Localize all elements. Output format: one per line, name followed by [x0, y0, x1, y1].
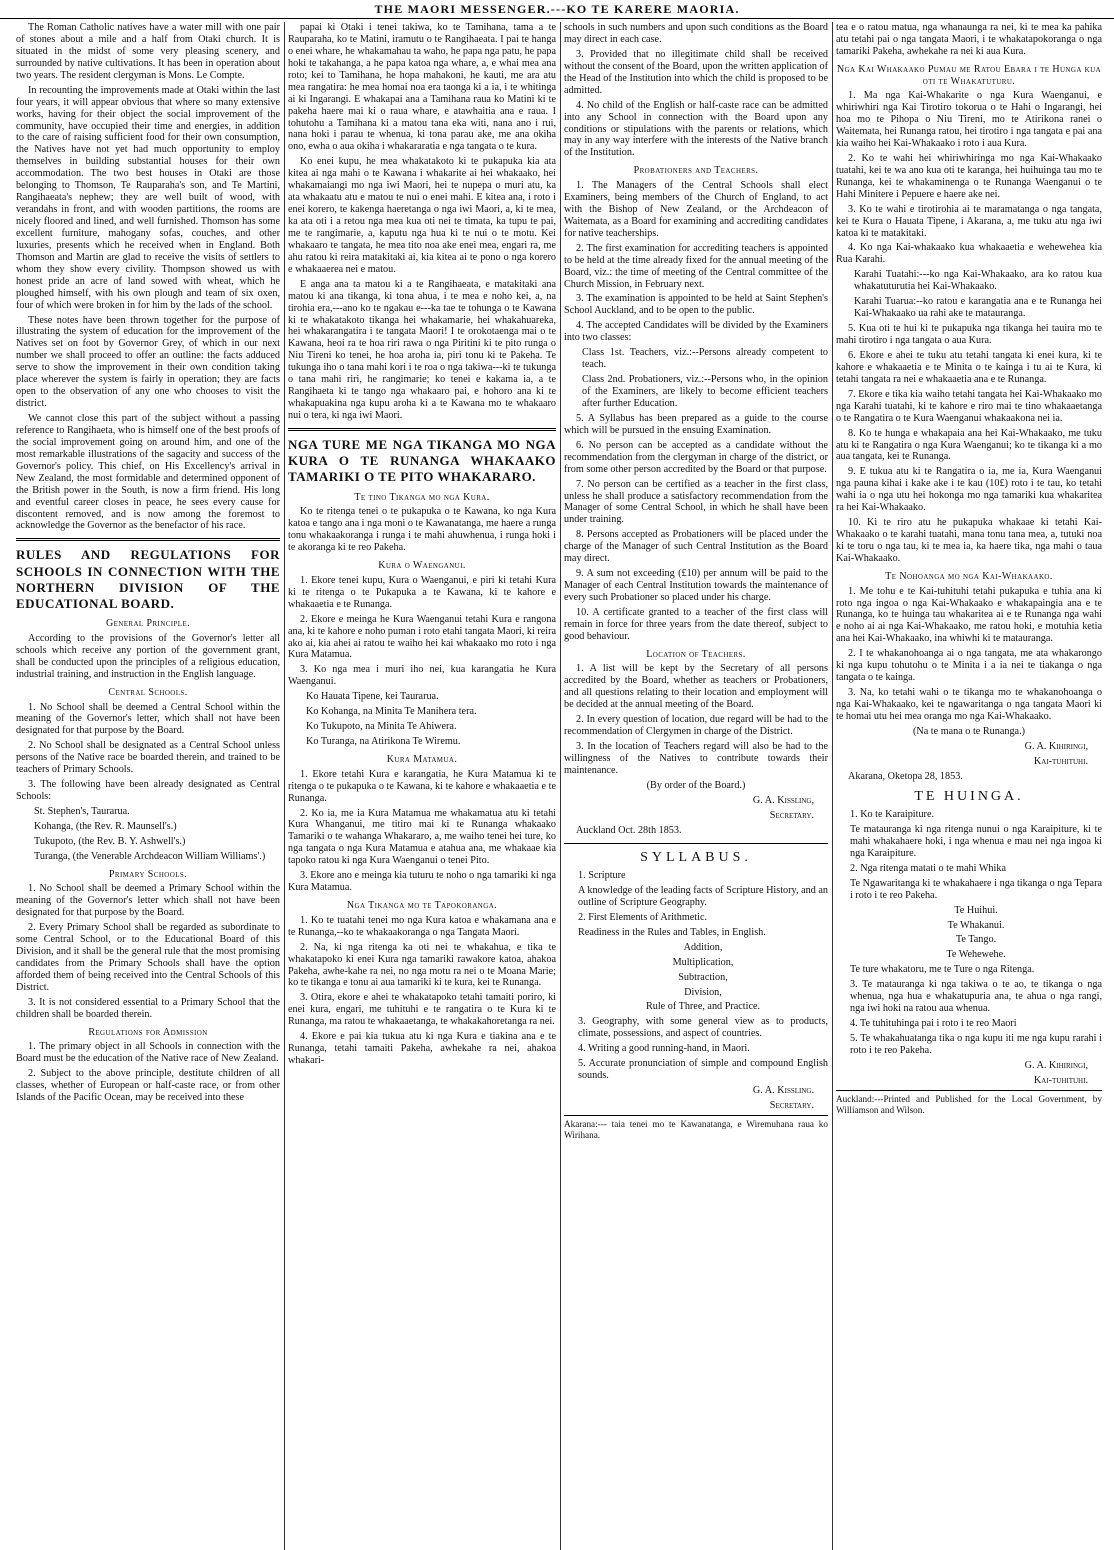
- subheading: Nga Kai Whakaako Pumau me Ratou Ebara i te Hunga kua oti te Whakatuturu.: [836, 63, 1102, 87]
- list-item: Turanga, (the Venerable Archdeacon William Williams'.): [34, 850, 266, 862]
- signature-title: Secretary.: [769, 809, 814, 821]
- paragraph: 5. A Syllabus has been prepared as a guide to the course which will be pursued in the ensuing Examination.: [564, 412, 828, 436]
- list-item: Class 2nd. Probationers, viz.:--Persons who, in the opinion of the Examiners, are likely to become efficient teachers after further Education.: [582, 374, 828, 409]
- list-item: 4. Writing a good running-hand, in Maori.: [578, 1043, 750, 1055]
- paragraph: 3. Otira, ekore e ahei te whakatapoko tetahi tamaiti poriro, ki enei kura, engari, me tuhituhi e te rangatira o te Kura ki te Runanga, ma ratou te whakaaetanga, te whakakahoretanga ra nei.: [288, 992, 556, 1028]
- list-item: Te ture whakatoru, me te Ture o nga Ritenga.: [850, 964, 1035, 976]
- paragraph: 4. The accepted Candidates will be divided by the Examiners into two classes:: [564, 320, 828, 344]
- paragraph: The Roman Catholic natives have a water mill with one pair of stones about a mile and a half from Otaki church. It is situated in the midst of some very pleasing scenery, and surrounded by native cultivations. It has been in operation about two years. The resident clergyman is Mons. Le Compte.: [16, 22, 280, 81]
- list-item: Te Tango.: [955, 934, 997, 946]
- list-item: Te Ngawaritanga ki te whakahaere i nga tikanga o nga Tepara i roto i te reo Pakeha.: [850, 877, 1102, 901]
- paragraph: 4. No child of the English or half-caste race can be admitted into any School in connection with the Board upon any conditions or stipulations with the parents or relations, which may in any way interfere with the interests of the Native branch of the Institution.: [564, 99, 828, 159]
- list-item: 5. Accurate pronunciation of simple and compound English sounds.: [578, 1058, 828, 1082]
- imprint: Auckland:---Printed and Published for the Local Government, by Williamson and Wilson.: [836, 1090, 1102, 1116]
- list-item: Ko Hauata Tipene, kei Taurarua.: [306, 691, 439, 703]
- paragraph: 2. Ko te wahi hei whiriwhiringa mo nga Kai-Whakaako tuatahi, kei te wa ano kua oti te karanga, hei huihuinga tau mo te Runanga, kei te whakaminenga o te Runanga Waenganui o te Hahi Minitere i Pepuere e haere ake nei.: [836, 152, 1102, 200]
- paragraph: 1. Ko te tuatahi tenei mo nga Kura katoa e whakamana ana e te Runanga,--ko te whakaakoranga o nga Tangata Maori.: [288, 914, 556, 938]
- list-item: Te Huihui.: [954, 904, 998, 916]
- list-item: Karahi Tuatahi:---ko nga Kai-Whakaako, ara ko ratou kua whakatuturutia hei Kai-Whakaako.: [854, 269, 1102, 293]
- signature: G. A. Kihiringi,: [1024, 740, 1088, 752]
- paragraph: Ko enei kupu, he mea whakatakoto ki te pukapuka kia ata kitea ai nga mahi o te Kawana i whakarite ai hei whakaako, hei whakamaiangi mo nga iwi Maori, hei te nupepa o muri atu, ka ata whakaatu atu e matou te nui o enei mahi. E kitea ana, i roto i enei korero, te kakenga haeretanga o nga iwi Maori, a, ki te mea, ka ata oti i a retou nga mea kua oti nei te timata, ka tupu te pai, me te rangimarie, a, kaputu nga hua ki te nui o te motu. Kei whakaaro te tangata, he mea tito noa ake enei mea, engari ra, me ahu ratou ki reira matakitaki ai, kia kitea ai te pono o nga korero e whakaaerea nei e matou.: [288, 156, 556, 275]
- list-item: Te matauranga ki nga ritenga nunui o nga Karaipiture, ki te mahi whakahaere hoki, i nga whenua e mau nei nga ingoa ki nga Karaipiture.: [850, 823, 1102, 859]
- paragraph: 6. Ekore e ahei te tuku atu tetahi tangata ki enei kura, ki te kahore e whakaaetia e te Minita o te kainga i tu ai te Kura, ki tetahi tangata ra nei e whakaaetia ana e te Runanga.: [836, 349, 1102, 385]
- list-item: Subtraction,: [678, 971, 728, 983]
- subheading: Nga Tikanga mo te Tapokoranga.: [346, 900, 498, 912]
- paragraph: 9. A sum not exceeding (£10) per annum will be paid to the Manager of each Central Institution towards the maintenance of every such Probationer so placed under his charge.: [564, 568, 828, 603]
- subheading: Kura o Waenganui.: [378, 560, 466, 572]
- order-note: (Na te mana o te Runanga.): [912, 725, 1026, 737]
- column-divider: [832, 22, 833, 1550]
- list-item: 5. Te whakahuatanga tika o nga kupu iti me nga kupu rarahi i roto i te reo Pakeha.: [850, 1033, 1102, 1056]
- subheading: Te Nohoanga mo nga Kai-Whakaako.: [885, 570, 1053, 582]
- subheading: Location of Teachers.: [646, 648, 746, 660]
- section-title: SYLLABUS.: [640, 849, 752, 865]
- list-item: Ko Tukupoto, na Minita Te Ahiwera.: [306, 721, 457, 733]
- list-item: Kohanga, (the Rev. R. Maunsell's.): [34, 820, 177, 832]
- imprint: Akarana:--- taia tenei mo te Kawanatanga, e Wiremuhana raua ko Wirihana.: [564, 1115, 828, 1141]
- subheading: Probationers and Teachers.: [633, 165, 759, 177]
- column-1: [16, 22, 280, 1550]
- list-item: Te Whakanui.: [947, 919, 1005, 931]
- section-title: NGA TURE ME NGA TIKANGA MO NGA KURA O TE RUNANGA WHAKAAKO TAMARIKI O TE PITO WHAKARARO.: [288, 436, 556, 485]
- list-item: 2. First Elements of Arithmetic.: [578, 911, 708, 923]
- list-item: Class 1st. Teachers, viz.:--Persons already competent to teach.: [582, 347, 828, 371]
- paragraph: 1. The primary object in all Schools in connection with the Board must be the education of the Native race of New Zealand.: [16, 1041, 280, 1065]
- paragraph: 2. Ekore e meinga he Kura Waenganui tetahi Kura e rangona ana, ki te kahore e noho puman i roto etahi tangata Maori, ki reira ako ai, kia ahei ai ratou te waiho hei kai whakaako mo roto i nga Kura Matamua.: [288, 613, 556, 661]
- paragraph: papai ki Otaki i tenei takiwa, ko te Tamihana, tama a te Rauparaha, ko te Matini, iramutu o te Rangihaeata. I pai te hanga o enei whare, he whakamahau ta waho, he papa nga patu, he papa hoki te takahanga, a he papa katoa nga whare, a, e whai mea ana roto; kei to Tamihana, he hopa mahakoni, he kauti, me ara atu mea rangatira: he mea homai noa era taonga ki a ia, i te whitinga ai ki Ingarangi. E whakapai ana a Tamihana raua ko Matini ki te pakeha haere mai ki o raua whare, e atawhaitia ana e raua. I tohutohu a Tamihana ki a matou tana eka witi, nana ano i rui, nana hoki i parau te whenua, ki tona parau ake, me ana okiha ono, ewha o aua okiha i whakararatia e nga tangata o te kura.: [288, 22, 556, 153]
- list-item: 2. Nga ritenga matati o te mahi Whika: [850, 862, 1006, 874]
- paragraph: 2. Na, ki nga ritenga ka oti nei te whakahua, e tika te whakatapoko ki enei Kura nga tamariki rawakore katoa, ahakoa Pakeha, awhe-kahe ra nei, no nga motu ra nei o te Moana Marie; ko te tikanga e tonu ai aua tamariki ki te kura, kei te Runanga.: [288, 941, 556, 989]
- section-divider: [16, 538, 280, 541]
- paragraph: 1. No School shall be deemed a Primary School within the meaning of the Governor's letter which shall not have been designated for that purpose by the Board.: [16, 883, 280, 919]
- section-divider: [288, 428, 556, 431]
- paragraph: 1. Ekore tenei kupu, Kura o Waenganui, e piri ki tetahi Kura ki te ritenga o te Pukapuka a te Kawana, ki te kahore e whakaaetia e te Runanga.: [288, 574, 556, 610]
- paragraph: In recounting the improvements made at Otaki within the last four years, it will appear obvious that where so many extensive works, having for their object the social improvement of the community, have occupied their time and energies, in addition to the care of raising sufficient food for their own consumption, the Natives have not yet had much opportunity to employ themselves in building substantial houses for their own accommodation. The two best houses in Otaki are those belonging to Thomson, Te Rauparaha's son, and Te Martini, Rangihaeata's nephew; they are well built of wood, with verandahs in front, and with wooden partitions, the rooms are nicely floored and lined, and well furnished. Thomson has some excellent furniture, mahogany sofas, couches, and other luxuries, presents which he received when in England. Both Thomson and Martin are glad to receive the visits of settlers to whom they show every civility. Thompson showed us with honest pride an acre of land sowed with wheat, which he ploughed himself, with his own plough and team of six oxen, four of which were broken in for him by the lads of the school.: [16, 84, 280, 311]
- column-divider: [560, 22, 561, 1550]
- paragraph: 2. The first examination for accrediting teachers is appointed to be held at the time already fixed for the annual meeting of the Board, viz.: the time of meeting of the Central committee of the Church Mission, in February next.: [564, 242, 828, 290]
- paragraph: 7. Ekore e tika kia waiho tetahi tangata hei Kai-Whakaako mo nga Karahi tuatahi, ki te kahore e riro mai te tino whakaaetanga o te Rangatira o te Kura Waenganui whakaakona nei ia.: [836, 388, 1102, 424]
- signature: G. A. Kihiringi,: [1024, 1059, 1088, 1071]
- paragraph: 4. Ko nga Kai-whakaako kua whakaaetia e wehewehea kia Rua Karahi.: [836, 242, 1102, 266]
- paragraph: 3. Ko te wahi e tirotirohia ai te maramatanga o nga tangata, kei te Kura o Hauata Tipene, i Akarana, a, me tuku atu nga iwi katoa ki te matakitaki.: [836, 203, 1102, 239]
- paragraph: 4. Ekore e pai kia tukua atu ki nga Kura e tiakina ana e te Runanga, tetahi tamaiti Pakeha, awhekahe ra nei, ahakoa whakari-: [288, 1031, 556, 1067]
- paragraph: 1. No School shall be deemed a Central School within the meaning of the Governor's letter, which shall not have been designated for that purpose by the Board.: [16, 701, 280, 737]
- paragraph: According to the provisions of the Governor's letter all schools which receive any portion of the government grant, shall be conducted upon the principles of a religious education, industrial training, and instruction in the English language.: [16, 633, 280, 680]
- paragraph: 1. Me tohu e te Kai-tuhituhi tetahi pukapuka e tuhia ana ki roto nga ingoa o nga Kai-Whakaako e whakapaingia ana e te Runanga, ko te huinga tau whakaritea ai e te Runanga nga wahi e noho ai ai nga Kai-Whakaako, me ratou hoki, e motuhia ketia ana hei Kai-Whakaako, ina whiwhi ki te matauranga.: [836, 585, 1102, 645]
- paragraph: 7. No person can be certified as a teacher in the first class, unless he shall produce a satisfactory recommendation from the Manager of some Central School, in which he shall have been under training.: [564, 478, 828, 526]
- paragraph: 3. The examination is appointed to be held at Saint Stephen's School Auckland, and to be open to the public.: [564, 293, 828, 317]
- paragraph: 8. Ko te hunga e whakapaia ana hei Kai-Whakaako, me tuku atu ki te Rangatira o nga Kura Waenganui; ko te tikanga ki a mo aua tangata, kei te Runanga.: [836, 427, 1102, 463]
- column-divider: [284, 22, 285, 1550]
- paragraph: These notes have been thrown together for the purpose of illustrating the system of education for the improvement of the Natives set on foot by Governor Grey, of which in our next number we shall proceed to offer an outline: the facts adduced serve to show the improvement in their own condition taking place wherever the system is fairly in operation; they are facts open to the observation of any one who chooses to visit the district.: [16, 314, 280, 410]
- syllabus-list: [564, 870, 828, 1082]
- paragraph: 2. Ko ia, me ia Kura Matamua me whakamatua atu ki tetahi Kura Whanganui, me titiro mai ki te Runanga whakaako Tamariki o te wahanga Whakararo, a, me waiho tenei hei ture, ko nga tangata o nga Kura Matamua e atahua ana, me whakaae kia tapoko ratou ki nga Kura Waenganui o tenei Pito.: [288, 807, 556, 867]
- subheading: Central Schools.: [108, 686, 188, 698]
- paragraph: 2. Every Primary School shall be regarded as subordinate to some Central School, or to the Educational Board of this Division, and it shall be the general rule that the most promising candidates from the Primary Schools shall have the option afforded them of being received into the Central Schools of this District.: [16, 922, 280, 993]
- list-item: 1. Scripture: [578, 870, 626, 881]
- list-item: Ko Kohanga, na Minita Te Manihera tera.: [306, 706, 477, 718]
- paragraph: We cannot close this part of the subject without a passing reference to Rangihaeta, who is himself one of the best proofs of the social improvement going on around him, and one of the most remarkable illustrations of the sagacity and success of the Governor's policy. This chief, on His Excellency's arrival in New Zealand, the most formidable and determined opponent of the British power in the South, is now a firm friend. His long and eventful career closes in peace, he sees every cause for discontent removed, and is now among the foremost to acknowledge the Governor as the benefactor of his race.: [16, 413, 280, 532]
- paragraph: 10. Ki te riro atu he pukapuka whakaae ki tetahi Kai-Whakaako o te karahi tuatahi, mana tonu tana mea, a, tutuki noa ki te toru o nga tau, ki te mea ia, ka haere tika, nga mahi o taua Kai-Whakaako.: [836, 517, 1102, 564]
- paragraph: 3. Ekore ano e meinga kia tuturu te noho o nga tamariki ki nga Kura Matamua.: [288, 870, 556, 894]
- paragraph: 3. It is not considered essential to a Primary School that the children shall be boarded therein.: [16, 996, 280, 1020]
- list-item: 4. Te tuhituhinga pai i roto i te reo Maori: [850, 1018, 1017, 1030]
- paragraph: 10. A certificate granted to a teacher of the first class will remain in force for three years from the date thereof, subject to good behaviour.: [564, 606, 828, 642]
- section-divider: [564, 843, 828, 844]
- signature: G. A. Kissling,: [752, 794, 814, 806]
- section-title: RULES AND REGULATIONS FOR SCHOOLS IN CONNECTION WITH THE NORTHERN DIVISION OF THE EDUCATIONAL BOARD.: [16, 547, 280, 612]
- list-item: 1. Ko te Karaipiture.: [850, 809, 935, 820]
- paragraph: Ko te ritenga tenei o te pukapuka o te Kawana, ko nga Kura katoa e tango ana i nga moni o te Kawanatanga, me haere a runga tonu whakaakoranga i runga i te mahi ahuwhenua, i runga hoki i te akoranga ki te reo Pakeha.: [288, 506, 556, 554]
- list-item: Tukupoto, (the Rev. B. Y. Ashwell's.): [34, 835, 186, 847]
- paragraph: 1. A list will be kept by the Secretary of all persons accredited by the Board, whether as teachers or Probationers, and all questions relating to their location and employment will be decided at the annual meeting of the Board.: [564, 663, 828, 711]
- list-item: Division,: [684, 986, 722, 998]
- column-2: [288, 22, 556, 1550]
- paragraph: schools in such numbers and upon such conditions as the Board may direct in each case.: [564, 22, 828, 45]
- list-item: Readiness in the Rules and Tables, in English.: [578, 926, 766, 938]
- signature-title: Kai-tuhituhi.: [1033, 1074, 1088, 1086]
- paragraph: 3. In the location of Teachers regard will also be had to the willingness of the Natives to contribute towards their maintenance.: [564, 741, 828, 776]
- paragraph: 6. No person can be accepted as a candidate without the recommendation from the clergyman in charge of the district, or from some other person accredited by the Board or that purpose.: [564, 439, 828, 475]
- list-item: Te Wehewehe.: [946, 949, 1006, 961]
- paragraph: 8. Persons accepted as Probationers will be placed under the charge of the Manager of such Central Institution as the Board may direct.: [564, 529, 828, 565]
- list-item: Multiplication,: [672, 956, 734, 968]
- list-item: 3. Geography, with some general view as to products, climate, possessions, and aspect of countries.: [578, 1016, 828, 1040]
- paragraph: 2. No School shall be designated as a Central School unless persons of the Native race be boarded therein, and trained to be teachers of Primary Schools.: [16, 740, 280, 776]
- subheading: Regulations for Admission: [88, 1026, 208, 1038]
- column-3: [564, 22, 828, 1550]
- dateline: Auckland Oct. 28th 1853.: [576, 824, 682, 836]
- list-item: Karahi Tuarua:--ko ratou e karangatia ana e te Runanga hei Kai-Whakaako ua rahi ake te matauranga.: [854, 296, 1102, 320]
- list-item: Ko Turanga, na Atirikona Te Wiremu.: [306, 736, 461, 748]
- paragraph: 5. Kua oti te hui ki te pukapuka nga tikanga hei tauira mo te mahi tirotiro i nga tangata o aua Kura.: [836, 323, 1102, 346]
- paragraph: 2. Subject to the above principle, destitute children of all classes, whether of European or half-caste race, or from other Islands of the Pacific Ocean, may be received into these: [16, 1068, 280, 1104]
- paragraph: tea e o ratou matua, nga whanaunga ra nei, ki te mea ka pahika atu tetahi pai o nga tangata Maori, i te whakatapokoranga o nga tamariki Pakeha, awhekahe ra nei ki aua Kura.: [836, 22, 1102, 57]
- subheading: General Principle.: [105, 618, 191, 630]
- huinga-list: [836, 809, 1102, 1057]
- paragraph: 3. The following have been already designated as Central Schools:: [16, 779, 280, 803]
- paragraph: 2. I te whakanohoanga ai o nga tangata, me ata whakarongo ki nga kupu tohutohu o te Minita i a ia nei te tiakanga o nga tangata o te kainga.: [836, 648, 1102, 684]
- signature: G. A. Kissling.: [752, 1085, 814, 1097]
- subheading: Te tino Tikanga mo nga Kura.: [354, 491, 490, 503]
- paragraph: 1. Ma nga Kai-Whakarite o nga Kura Waenganui, e whiriwhiri nga Kai Tirotiro tokorua o te Hahi o Ingarangi, hei hoa mo te Pihopa o Niu Tireni, mo te Atirikona ranei o Waitemata, hei Runanga ratou, hei tirotiro i nga tangata e pai ana kia waiho hei Kai-Whakaako i roto i aua Kura.: [836, 90, 1102, 149]
- paragraph: 1. Ekore tetahi Kura e karangatia, he Kura Matamua ki te ritenga o te pukapuka o te Kawana, ki te kahore e whakaaetia e te Runanga.: [288, 768, 556, 804]
- paragraph: 3. Na, ko tetahi wahi o te tikanga mo te whakanohoanga o nga Kai-Whakaako, kei te ngawaritanga o nga tangata Maori ki te homai utu hei mea oranga mo nga Kai-Whakaako.: [836, 687, 1102, 722]
- list-item: Addition,: [683, 941, 723, 953]
- signature-title: Kai-tuhituhi.: [1033, 755, 1088, 767]
- dateline: Akarana, Oketopa 28, 1853.: [848, 770, 963, 782]
- list-item: 3. Te matauranga ki nga takiwa o te ao, te tikanga o nga whenua, nga hua e whakatupuria ana, te ahua o nga rangi, nga iwi hoki na ratou aua whenua.: [850, 979, 1102, 1015]
- masthead: THE MAORI MESSENGER.---KO TE KARERE MAORIA.: [0, 0, 1114, 19]
- paragraph: 1. The Managers of the Central Schools shall elect Examiners, being members of the Church of England, to act with the Bishop of New Zealand, or the Archdeacon of Waitemata, as a Board for examining and accrediting candidates for native teacherships.: [564, 180, 828, 239]
- order-note: (By order of the Board.): [646, 779, 746, 791]
- list-item: Rule of Three, and Practice.: [645, 1001, 761, 1013]
- list-item: St. Stephen's, Taurarua.: [34, 806, 130, 817]
- paragraph: 9. E tukua atu ki te Rangatira o ia, me ia, Kura Waenganui nga pauna kihai i kake ake i te kau (10£) roto i te tau, ko tetahi wahi ia o nga utu hei hokonga mo nga tamariki kua whakaritea ra hei Kai-Whakaako.: [836, 466, 1102, 514]
- section-title: TE HUINGA.: [914, 788, 1024, 804]
- subheading: Kura Matamua.: [386, 754, 458, 765]
- paragraph: 3. Ko nga mea i muri iho nei, kua karangatia he Kura Waenganui.: [288, 664, 556, 688]
- paragraph: E anga ana ta matou ki a te Rangihaeata, e matakitaki ana matou ki ana tikanga, ki tona ahua, i te mea e noho kei, a, na tirohia era,---ano ko te ngakau e---ka tae te tohunga o te Kawana ki te whakatakoto tikanga hei whakamarie, hei whakahuareka, hei whakarangatira i te tangata Maori! I te orokotaenga mai o te Kawana, heoi ra te hoa riri rawa o nga Piritini ki te pito runga o Niu Tireni ko tenei, he hoa aroha ia, piri tonu ki te Pakeha. Te tukunga iho o tana mahi kori i te roa o nga takiwa---ki te tukunga o tana mahi riri, he rangimarie; ko tenei e kakama ia, a te Rangihaeta ki te tango nga whakaaro pai, e hohoro ana ki te whakapuakina nga kupu aroha ki a te Kawana mo te whakaaro nui o tera, ki nga iwi Maori.: [288, 278, 556, 421]
- paragraph: 2. In every question of location, due regard will be had to the recommendation of Clergymen in charge of the District.: [564, 714, 828, 738]
- signature-title: Secretary.: [769, 1100, 814, 1111]
- list-item: A knowledge of the leading facts of Scripture History, and an outline of Scripture Geography.: [578, 884, 828, 908]
- paragraph: 3. Provided that no illegitimate child shall be received without the consent of the Board, upon the written application of the Head of the Institution into which the child is proposed to be admitted.: [564, 48, 828, 96]
- subheading: Primary Schools.: [108, 868, 188, 880]
- column-4: [836, 22, 1102, 1550]
